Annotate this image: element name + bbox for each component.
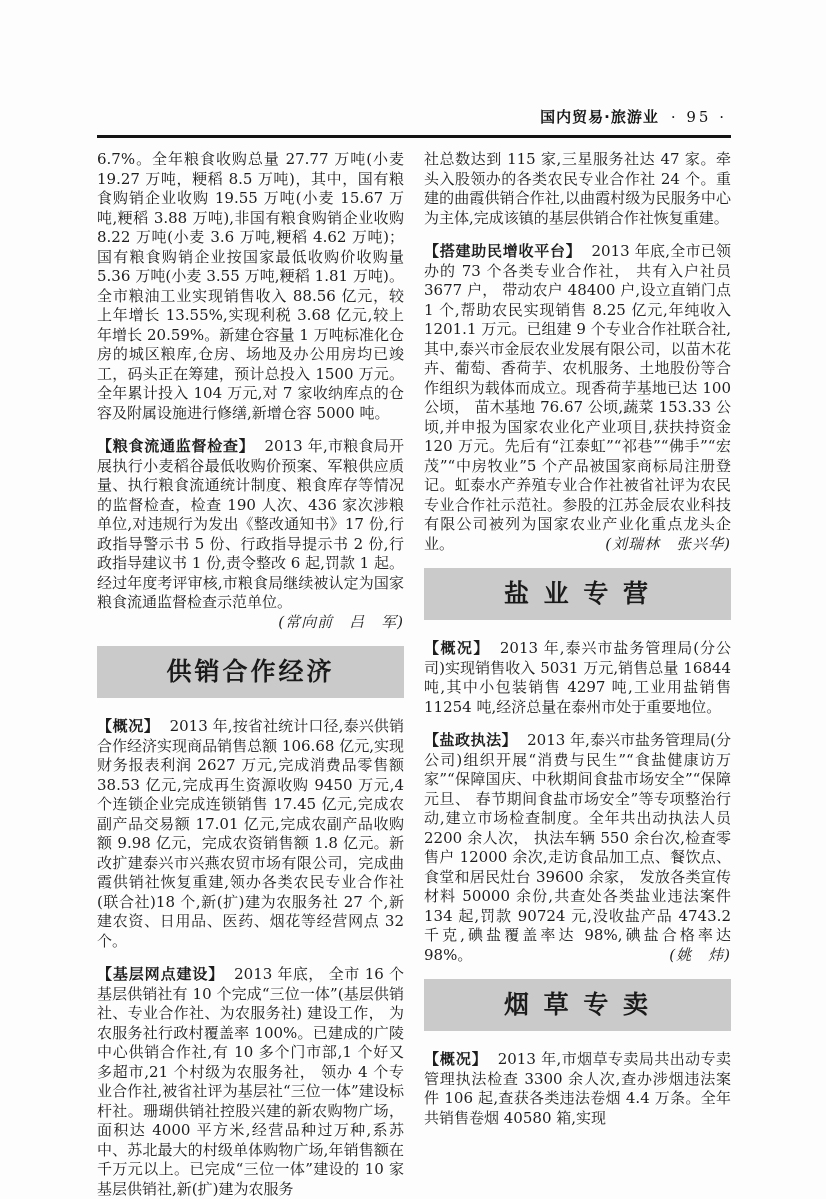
paragraph-service-societies-continuation xyxy=(424,150,731,228)
entry-text: 2013 年,泰兴市盐务管理局(分公司)组织开展“消费与民生”“食盐健康访万家”“保障国庆、中秋期间食盐市场安全”“保障元旦、 春节期间食盐市场安全”等专项整治行动,建立市场检查制度。全年共出动执法人员 2200 余人次， 执法车辆 550 余台次,检查零售户 12000 余次,走访食品加工点、餐饮点、食堂和居民灶台 39600 余家， 发放各类宣传材料 50000 余份,共查处各类盐业违法案件 134 起,罚款 90724 元,没收盐产品 4743.2 千克,碘盐覆盖率达 98%,碘盐合格率达 98%。 xyxy=(424,731,731,964)
entry-label: 【粮食流通监督检查】 xyxy=(97,437,255,455)
entry-grain-circulation-supervision xyxy=(97,437,404,632)
entry-text: 2013 年底,全市已领办的 73 个各类专业合作社， 共有入户社员 3677 户， 带动农户 48400 户,设立直销门点 1 个,帮助农民实现销售 8.25 亿元,年纯收入 1201.1 万元。已组建 9 个专业合作社联合社,其中,泰兴市金辰农业发展有限公司，以苗木花卉、葡萄、香荷芋、农机服务、土地股份等合作组织为载体而成立。现香荷芋基地已达 100 公顷， 苗木基地 76.67 公顷,蔬菜 153.33 公顷,并申报为国家农业化产业项目,获扶持资金 120 万元。先后有“江泰虹”“祁巷”“佛手”“宏茂”“中房牧业”5 个产品被国家商标局注册登记。虹泰水产养殖专业合作社被省社评为农民专业合作社示范社。参股的江苏金辰农业科技有限公司被列为国家农业产业化重点龙头企业。 xyxy=(424,242,731,553)
paragraph-grain-purchase-continuation xyxy=(97,150,404,423)
entry-text: 2013 年,泰兴市盐务管理局(分公司)实现销售收入 5031 万元,销售总量 16844 吨,其中小包装销售 4297 吨,工业用盐销售 11254 吨,经济总量在泰州市处于重要地位。 xyxy=(424,639,731,716)
section-title-salt-monopoly xyxy=(424,568,731,620)
entry-label: 【搭建助民增收平台】 xyxy=(424,242,582,260)
running-head xyxy=(97,106,731,127)
entry-label: 【概况】 xyxy=(424,1050,488,1068)
header-section-title: 国内贸易·旅游业 xyxy=(540,108,659,126)
entry-overview-supply-marketing xyxy=(97,717,404,951)
entry-text: 2013 年,市烟草专卖局共出动专卖管理执法检查 3300 余人次,查办涉烟违法案件 106 起,查获各类违法卷烟 4.4 万条。全年共销售卷烟 40580 箱,实现 xyxy=(424,1050,731,1127)
section-title-text: 盐 业 专 营 xyxy=(503,579,652,609)
entry-text: 2013 年,市粮食局开展执行小麦稻谷最低收购价预案、军粮供应质量、执行粮食流通统计制度、粮食库存等情况的监督检查，检查 190 人次、436 家次涉粮单位,对违规行为发出《整改通知书》17 份,行政指导警示书 5 份、行政指导提示书 2 份,行政指导建议书 1 份,责令整改 6 起,罚款 1 起。经过年度考评审核,市粮食局继续被认定为国家粮食流通监督检查示范单位。 xyxy=(97,437,404,611)
header-rule xyxy=(97,135,731,138)
paragraph-text: 社总数达到 115 家,三星服务社达 47 家。牵头入股领办的各类农民专业合作社 24 个。重建的曲霞供销合作社,以曲霞村级为民服务中心为主体,完成该镇的基层供销合作社恢复重建。 xyxy=(424,150,731,227)
entry-signature: (常向前 吕 军) xyxy=(278,612,404,631)
entry-label: 【概况】 xyxy=(424,639,490,657)
header-page-number: · 95 · xyxy=(670,108,727,126)
entry-label: 【盐政执法】 xyxy=(424,731,518,749)
section-title-text: 供销合作经济 xyxy=(166,657,335,687)
entry-text: 2013 年底， 全市 16 个基层供销社有 10 个完成“三位一体”(基层供销社、专业合作社、为农服务社) 建设工作， 为农服务社行政村覆盖率 100%。已建成的广陵中心供销合作社,有 10 多个门市部,1 个好又多超市,21 个村级为农服务社， 领办 4 个专业合作社,被省社评为基层社“三位一体”建设标杆社。珊瑚供销社控股兴建的新农购物广场， 面积达 4000 平方米,经营品种过万种,系苏中、苏北最大的村级单体购物广场,年销售额在千万元以上。已完成“三位一体”建设的 10 家基层供销社,新(扩)建为农服务 xyxy=(97,965,404,1198)
section-title-text: 烟 草 专 卖 xyxy=(503,990,652,1020)
column-left xyxy=(97,150,404,1199)
two-column-layout xyxy=(97,150,731,1199)
entry-income-increase-platform xyxy=(424,242,731,554)
entry-overview-tobacco xyxy=(424,1050,731,1128)
entry-label: 【概况】 xyxy=(97,717,160,735)
entry-salt-law-enforcement xyxy=(424,731,731,965)
column-right xyxy=(424,150,731,1199)
entry-label: 【基层网点建设】 xyxy=(97,965,225,983)
entry-signature: (刘瑞林 张兴华) xyxy=(605,534,731,553)
page-header xyxy=(97,106,731,138)
entry-grassroots-network-construction xyxy=(97,965,404,1199)
section-title-supply-marketing-cooperative-economy xyxy=(97,646,404,698)
section-title-tobacco-monopoly xyxy=(424,979,731,1031)
entry-text: 2013 年,按省社统计口径,泰兴供销合作经济实现商品销售总额 106.68 亿元,实现财务报表利润 2627 万元,完成消费品零售额 38.53 亿元,完成再生资源收购 9450 万元,4 个连锁企业完成连锁销售 17.45 亿元,完成农副产品交易额 17.01 亿元,完成农副产品收购额 9.98 亿元，完成农资销售额 1.8 亿元。新改扩建泰兴市兴燕农贸市场有限公司，完成曲霞供销社恢复重建,领办各类农民专业合作社(联合社)18 个,新(扩)建为农服务社 27 个,新建农资、日用品、医药、烟花等经营网点 32 个。 xyxy=(97,717,404,950)
paragraph-text: 6.7%。全年粮食收购总量 27.77 万吨(小麦 19.27 万吨，粳稻 8.5 万吨)，其中，国有粮食购销企业收购 19.55 万吨(小麦 15.67 万吨,粳稻 3.88 万吨),非国有粮食购销企业收购 8.22 万吨(小麦 3.6 万吨,粳稻 4.62 万吨)；国有粮食购销企业按国家最低收购价收购量 5.36 万吨(小麦 3.55 万吨,粳稻 1.81 万吨)。全市粮油工业实现销售收入 88.56 亿元，较上年增长 13.55%,实现利税 3.68 亿元,较上年增长 20.59%。新建仓容量 1 万吨标准化仓房的城区粮库,仓房、场地及办公用房均已竣工，码头正在筹建，预计总投入 1500 万元。全年累计投入 104 万元,对 7 家收纳库点的仓容及附属设施进行修缮,新增仓容 5000 吨。 xyxy=(97,150,404,422)
entry-overview-salt xyxy=(424,639,731,717)
entry-signature: (姚 炜) xyxy=(669,945,731,964)
page-content xyxy=(97,106,731,1199)
